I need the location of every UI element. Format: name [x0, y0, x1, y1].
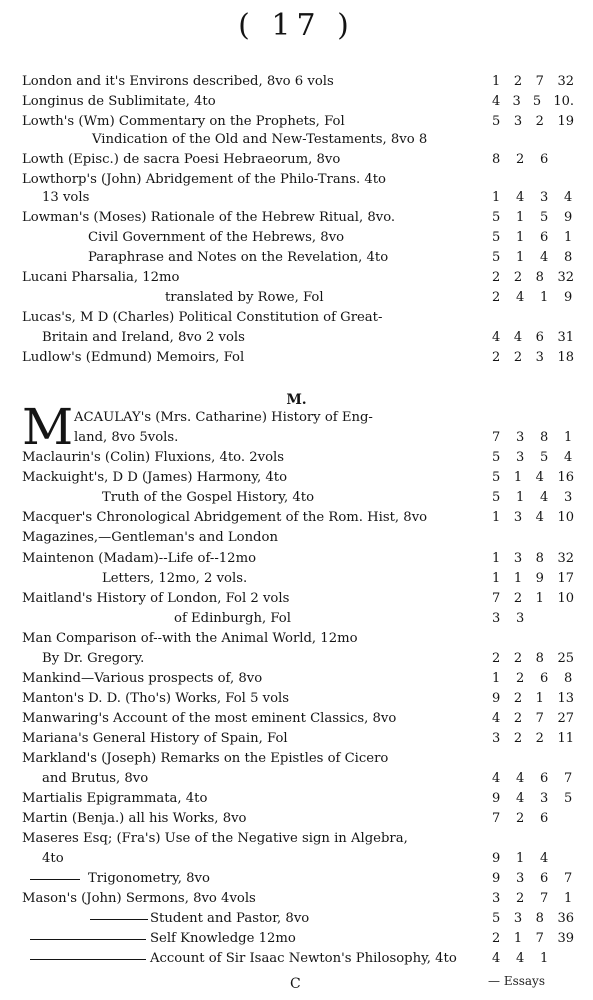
price-figure: 31: [557, 330, 574, 345]
price-figure: 9: [564, 210, 573, 225]
price-figure: 1: [492, 671, 501, 686]
catalogue-entry: [0, 508, 593, 527]
price-figure: 5: [492, 450, 501, 465]
entry-price-code: [492, 448, 574, 467]
catalogue-entry: [0, 408, 593, 427]
catalogue-entry: [0, 248, 593, 267]
price-figure: 6: [540, 771, 549, 786]
catalogue-entry: [0, 328, 593, 347]
ditto-dash: [30, 939, 146, 940]
price-figure: [564, 609, 574, 628]
price-figure: 32: [557, 270, 574, 285]
entry-price-code: [492, 809, 574, 828]
entry-title: Markland's (Joseph) Remarks on the Epistles of Cicero: [22, 751, 389, 766]
section-heading-m: M.: [286, 392, 307, 408]
entry-title: Lowth (Episc.) de sacra Poesi Hebraeorum, 8vo: [22, 152, 341, 167]
entry-price-code: [492, 468, 574, 487]
price-figure: 1: [516, 490, 525, 505]
price-figure: 2: [516, 811, 525, 826]
price-figure: 7: [540, 891, 549, 906]
entry-price-code: [492, 729, 574, 748]
price-figure: 4: [492, 951, 501, 966]
price-figure: 2: [513, 691, 523, 706]
catalogue-entry: [0, 609, 593, 628]
entry-price-code: [492, 889, 574, 908]
entry-title: Manton's D. D. (Tho's) Works, Fol 5 vols: [22, 691, 290, 706]
price-figure: 7: [492, 591, 501, 606]
entry-price-code: [492, 428, 574, 447]
price-figure: 2: [513, 731, 523, 746]
price-figure: 9: [492, 791, 501, 806]
catalogue-entry: [0, 869, 593, 888]
price-figure: 7: [535, 711, 544, 726]
entry-title: Paraphrase and Notes on the Revelation, 4to: [88, 250, 389, 265]
price-figure: 1: [492, 74, 501, 89]
price-figure: 2: [535, 731, 544, 746]
catalogue-entry: [0, 528, 593, 547]
entry-title: Lucas's, M D (Charles) Political Constitution of Great-: [22, 310, 383, 325]
price-figure: 7: [535, 931, 544, 946]
price-figure: 8: [535, 911, 544, 926]
entry-title: Student and Pastor, 8vo: [150, 911, 310, 926]
entry-title: 4to: [42, 851, 64, 866]
price-figure: 4: [516, 190, 525, 205]
price-figure: 2: [513, 350, 523, 365]
price-figure: 6: [540, 811, 549, 826]
price-figure: 5: [492, 911, 501, 926]
catalogue-entry: [0, 348, 593, 367]
price-figure: 3: [513, 114, 523, 129]
price-figure: 5: [492, 250, 501, 265]
price-figure: 3: [512, 94, 521, 109]
entry-title: of Edinburgh, Fol: [174, 611, 291, 626]
price-figure: 1: [516, 230, 525, 245]
price-figure: 8: [540, 430, 549, 445]
price-figure: 5: [540, 450, 549, 465]
entry-title: Macquer's Chronological Abridgement of the Rom. Hist, 8vo: [22, 510, 428, 525]
catalogue-entry: [0, 268, 593, 287]
price-figure: 5: [492, 470, 501, 485]
entry-title: Man Comparison of--with the Animal World, 12mo: [22, 631, 358, 646]
entry-price-code: [492, 569, 574, 588]
price-figure: 3: [492, 891, 501, 906]
price-figure: 4: [516, 951, 525, 966]
entry-title: Maitland's History of London, Fol 2 vols: [22, 591, 290, 606]
price-figure: 19: [557, 114, 574, 129]
entry-title: 13 vols: [42, 190, 90, 205]
price-figure: 4: [516, 791, 525, 806]
catalogue-entry: [0, 569, 593, 588]
price-figure: 3: [513, 510, 523, 525]
entry-price-code: [492, 92, 574, 111]
price-figure: 6: [540, 671, 549, 686]
entry-title: and Brutus, 8vo: [42, 771, 149, 786]
entry-title: Civil Government of the Hebrews, 8vo: [88, 230, 345, 245]
price-figure: 1: [513, 571, 523, 586]
entry-price-code: [492, 769, 574, 788]
catalogue-entry: [0, 288, 593, 307]
entry-title: Lowth's (Wm) Commentary on the Prophets, Fol: [22, 114, 345, 129]
price-figure: 1: [492, 571, 501, 586]
price-figure: 4: [516, 771, 525, 786]
entry-price-code: [492, 789, 574, 808]
price-figure: 5: [492, 114, 501, 129]
catalogue-entry: [0, 849, 593, 868]
entry-price-code: [492, 949, 574, 968]
catalogue-entry: [0, 709, 593, 728]
entry-title: Maclaurin's (Colin) Fluxions, 4to. 2vols: [22, 450, 285, 465]
entry-title: Lowman's (Moses) Rationale of the Hebrew Ritual, 8vo.: [22, 210, 396, 225]
price-figure: 5: [532, 94, 542, 109]
price-figure: 3: [516, 871, 525, 886]
catalogue-entry: [0, 789, 593, 808]
catalogue-entry: [0, 208, 593, 227]
entry-title: Maseres Esq; (Fra's) Use of the Negative sign in Algebra,: [22, 831, 408, 846]
price-figure: 4: [516, 290, 525, 305]
page-number: ( 17 ): [238, 8, 355, 43]
catalogue-entry: [0, 769, 593, 788]
price-figure: 13: [557, 691, 574, 706]
price-figure: 6: [540, 871, 549, 886]
price-figure: 2: [535, 114, 544, 129]
catalogue-entry: [0, 112, 593, 131]
price-figure: 6: [535, 330, 544, 345]
price-figure: 8: [492, 152, 501, 167]
entry-price-code: [492, 849, 574, 868]
price-figure: 10.: [553, 94, 574, 109]
entry-title: Mason's (John) Sermons, 8vo 4vols: [22, 891, 256, 906]
price-figure: 7: [535, 74, 544, 89]
price-figure: 17: [557, 571, 574, 586]
entry-price-code: [492, 649, 574, 668]
price-figure: 4: [540, 851, 549, 866]
price-figure: 7: [492, 811, 501, 826]
entry-price-code: [492, 288, 574, 307]
price-figure: 8: [564, 671, 573, 686]
entry-title: translated by Rowe, Fol: [165, 290, 324, 305]
price-figure: 2: [513, 270, 523, 285]
price-figure: 3: [492, 731, 501, 746]
entry-title: Martialis Epigrammata, 4to: [22, 791, 208, 806]
catalogue-entry: [0, 428, 593, 447]
price-figure: 3: [535, 350, 544, 365]
catalogue-entry: [0, 809, 593, 828]
price-figure: 1: [535, 691, 544, 706]
price-figure: 5: [540, 210, 549, 225]
price-figure: 3: [516, 430, 525, 445]
price-figure: 2: [492, 651, 501, 666]
catalogue-entry: [0, 549, 593, 568]
entry-price-code: [492, 188, 574, 207]
entry-title: land, 8vo 5vols.: [74, 430, 179, 445]
price-figure: 4: [535, 510, 544, 525]
price-figure: 2: [513, 591, 523, 606]
catalogue-entry: [0, 909, 593, 928]
price-figure: 27: [557, 711, 574, 726]
price-figure: 4: [492, 771, 501, 786]
price-figure: 1: [564, 891, 573, 906]
price-figure: 3: [564, 490, 573, 505]
price-figure: 32: [557, 551, 574, 566]
price-figure: 9: [492, 691, 501, 706]
price-figure: 5: [492, 210, 501, 225]
entry-price-code: [492, 609, 574, 628]
entry-price-code: [492, 268, 574, 287]
entry-price-code: [492, 909, 574, 928]
price-figure: 7: [492, 430, 501, 445]
catalogue-entry: [0, 92, 593, 111]
entry-price-code: [492, 508, 574, 527]
entry-title: Ludlow's (Edmund) Memoirs, Fol: [22, 350, 245, 365]
price-figure: 1: [516, 210, 525, 225]
price-figure: 4: [535, 470, 544, 485]
catalogue-entry: [0, 448, 593, 467]
price-figure: [564, 849, 574, 868]
catalogue-entry: [0, 929, 593, 948]
price-figure: [564, 949, 574, 968]
catalogue-entry: [0, 228, 593, 247]
entry-price-code: [492, 869, 574, 888]
entry-title: Martin (Benja.) all his Works, 8vo: [22, 811, 247, 826]
entry-price-code: [492, 929, 574, 948]
price-figure: 25: [557, 651, 574, 666]
entry-price-code: [492, 208, 574, 227]
entry-price-code: [492, 348, 574, 367]
price-figure: 1: [492, 190, 501, 205]
price-figure: 3: [492, 611, 501, 626]
price-figure: 11: [557, 731, 574, 746]
entry-title: Lucani Pharsalia, 12mo: [22, 270, 180, 285]
entry-title: Mariana's General History of Spain, Fol: [22, 731, 288, 746]
entry-title: Account of Sir Isaac Newton's Philosophy, 4to: [150, 951, 457, 966]
entry-title: Manwaring's Account of the most eminent Classics, 8vo: [22, 711, 397, 726]
entry-title: Vindication of the Old and New-Testaments, 8vo 8: [92, 132, 428, 147]
price-figure: 8: [564, 250, 573, 265]
price-figure: 1: [535, 591, 544, 606]
ditto-dash: [30, 879, 80, 880]
catalogue-entry: [0, 308, 593, 327]
entry-title: Maintenon (Madam)--Life of--12mo: [22, 551, 257, 566]
entry-price-code: [492, 549, 574, 568]
price-figure: 4: [513, 330, 523, 345]
price-figure: 8: [535, 270, 544, 285]
price-figure: 10: [557, 510, 574, 525]
entry-title: Mackuight's, D D (James) Harmony, 4to: [22, 470, 288, 485]
price-figure: 9: [564, 290, 573, 305]
drop-cap-m: M: [22, 398, 74, 456]
price-figure: 1: [513, 931, 523, 946]
catalogue-entry: [0, 689, 593, 708]
price-figure: 1: [492, 510, 501, 525]
price-figure: 32: [557, 74, 574, 89]
price-figure: 6: [540, 152, 549, 167]
catalogue-entry: [0, 170, 593, 189]
price-figure: 5: [564, 791, 573, 806]
entry-price-code: [492, 328, 574, 347]
entry-title: Truth of the Gospel History, 4to: [102, 490, 315, 505]
price-figure: 5: [492, 490, 501, 505]
entry-title: Mankind—Various prospects of, 8vo: [22, 671, 263, 686]
entry-title: Lowthorp's (John) Abridgement of the Philo-Trans. 4to: [22, 172, 386, 187]
catalogue-entry: [0, 629, 593, 648]
entry-price-code: [492, 228, 574, 247]
price-figure: 3: [540, 190, 549, 205]
catalogue-entry: [0, 669, 593, 688]
entry-title: By Dr. Gregory.: [42, 651, 145, 666]
catalogue-entry: [0, 468, 593, 487]
entry-title: Letters, 12mo, 2 vols.: [102, 571, 248, 586]
price-figure: 4: [492, 94, 501, 109]
price-figure: 7: [564, 771, 573, 786]
catalogue-entry: [0, 749, 593, 768]
price-figure: 2: [492, 290, 501, 305]
price-figure: 4: [564, 190, 573, 205]
price-figure: 1: [513, 470, 523, 485]
price-figure: 4: [492, 711, 501, 726]
catalogue-entry: [0, 188, 593, 207]
price-figure: 16: [557, 470, 574, 485]
price-figure: 2: [513, 74, 523, 89]
entry-price-code: [492, 709, 574, 728]
entry-price-code: [492, 689, 574, 708]
price-figure: 1: [564, 230, 573, 245]
price-figure: 8: [535, 551, 544, 566]
price-figure: 3: [513, 911, 523, 926]
price-figure: 2: [516, 671, 525, 686]
price-figure: [564, 809, 574, 828]
price-figure: 1: [516, 851, 525, 866]
price-figure: 8: [535, 651, 544, 666]
price-figure: 1: [540, 951, 549, 966]
entry-price-code: [492, 669, 574, 688]
price-figure: 2: [516, 152, 525, 167]
price-figure: 2: [513, 651, 523, 666]
price-figure: 1: [516, 250, 525, 265]
catalogue-entry: [0, 829, 593, 848]
price-figure: 1: [564, 430, 573, 445]
entry-price-code: [492, 248, 574, 267]
catalogue-entry: [0, 649, 593, 668]
price-figure: 4: [540, 250, 549, 265]
catalogue-entry: [0, 889, 593, 908]
price-figure: 4: [540, 490, 549, 505]
price-figure: 9: [492, 871, 501, 886]
price-figure: 2: [516, 891, 525, 906]
entry-title: Britain and Ireland, 8vo 2 vols: [42, 330, 245, 345]
entry-price-code: [492, 589, 574, 608]
catalogue-entry: [0, 72, 593, 91]
price-figure: 2: [492, 350, 501, 365]
price-figure: 2: [492, 931, 501, 946]
price-figure: 4: [564, 450, 573, 465]
entry-title: Self Knowledge 12mo: [150, 931, 296, 946]
price-figure: 9: [492, 851, 501, 866]
price-figure: 39: [557, 931, 574, 946]
catalogue-entry: [0, 729, 593, 748]
price-figure: [540, 609, 550, 628]
catalogue-entry: [0, 150, 593, 169]
catchword: C: [290, 976, 301, 992]
price-figure: 1: [540, 290, 549, 305]
entry-title: London and it's Environs described, 8vo 6 vols: [22, 74, 334, 89]
catalogue-entry: [0, 949, 593, 968]
price-figure: 4: [492, 330, 501, 345]
price-figure: 9: [535, 571, 544, 586]
ditto-dash: [90, 919, 148, 920]
entry-price-code: [492, 112, 574, 131]
catalogue-entry: [0, 589, 593, 608]
entry-price-code: [492, 150, 574, 169]
entry-title: ACAULAY's (Mrs. Catharine) History of Eng-: [74, 410, 373, 425]
price-figure: [564, 150, 574, 169]
price-figure: 5: [492, 230, 501, 245]
catalogue-entry: [0, 130, 593, 149]
price-figure: 3: [516, 450, 525, 465]
price-figure: 10: [557, 591, 574, 606]
price-figure: 2: [513, 711, 523, 726]
price-figure: 1: [492, 551, 501, 566]
ditto-dash: [30, 959, 146, 960]
price-figure: 6: [540, 230, 549, 245]
catalogue-entry: [0, 488, 593, 507]
entry-title: Longinus de Sublimitate, 4to: [22, 94, 216, 109]
price-figure: 3: [516, 611, 525, 626]
entry-price-code: [492, 72, 574, 91]
price-figure: 36: [557, 911, 574, 926]
price-figure: 3: [540, 791, 549, 806]
entry-title: Trigonometry, 8vo: [88, 871, 210, 886]
price-figure: 2: [492, 270, 501, 285]
price-figure: 18: [557, 350, 574, 365]
price-figure: 7: [564, 871, 573, 886]
price-figure: 3: [513, 551, 523, 566]
edge-note: — Essays: [488, 974, 545, 988]
entry-price-code: [492, 488, 574, 507]
entry-title: Magazines,—Gentleman's and London: [22, 530, 278, 545]
